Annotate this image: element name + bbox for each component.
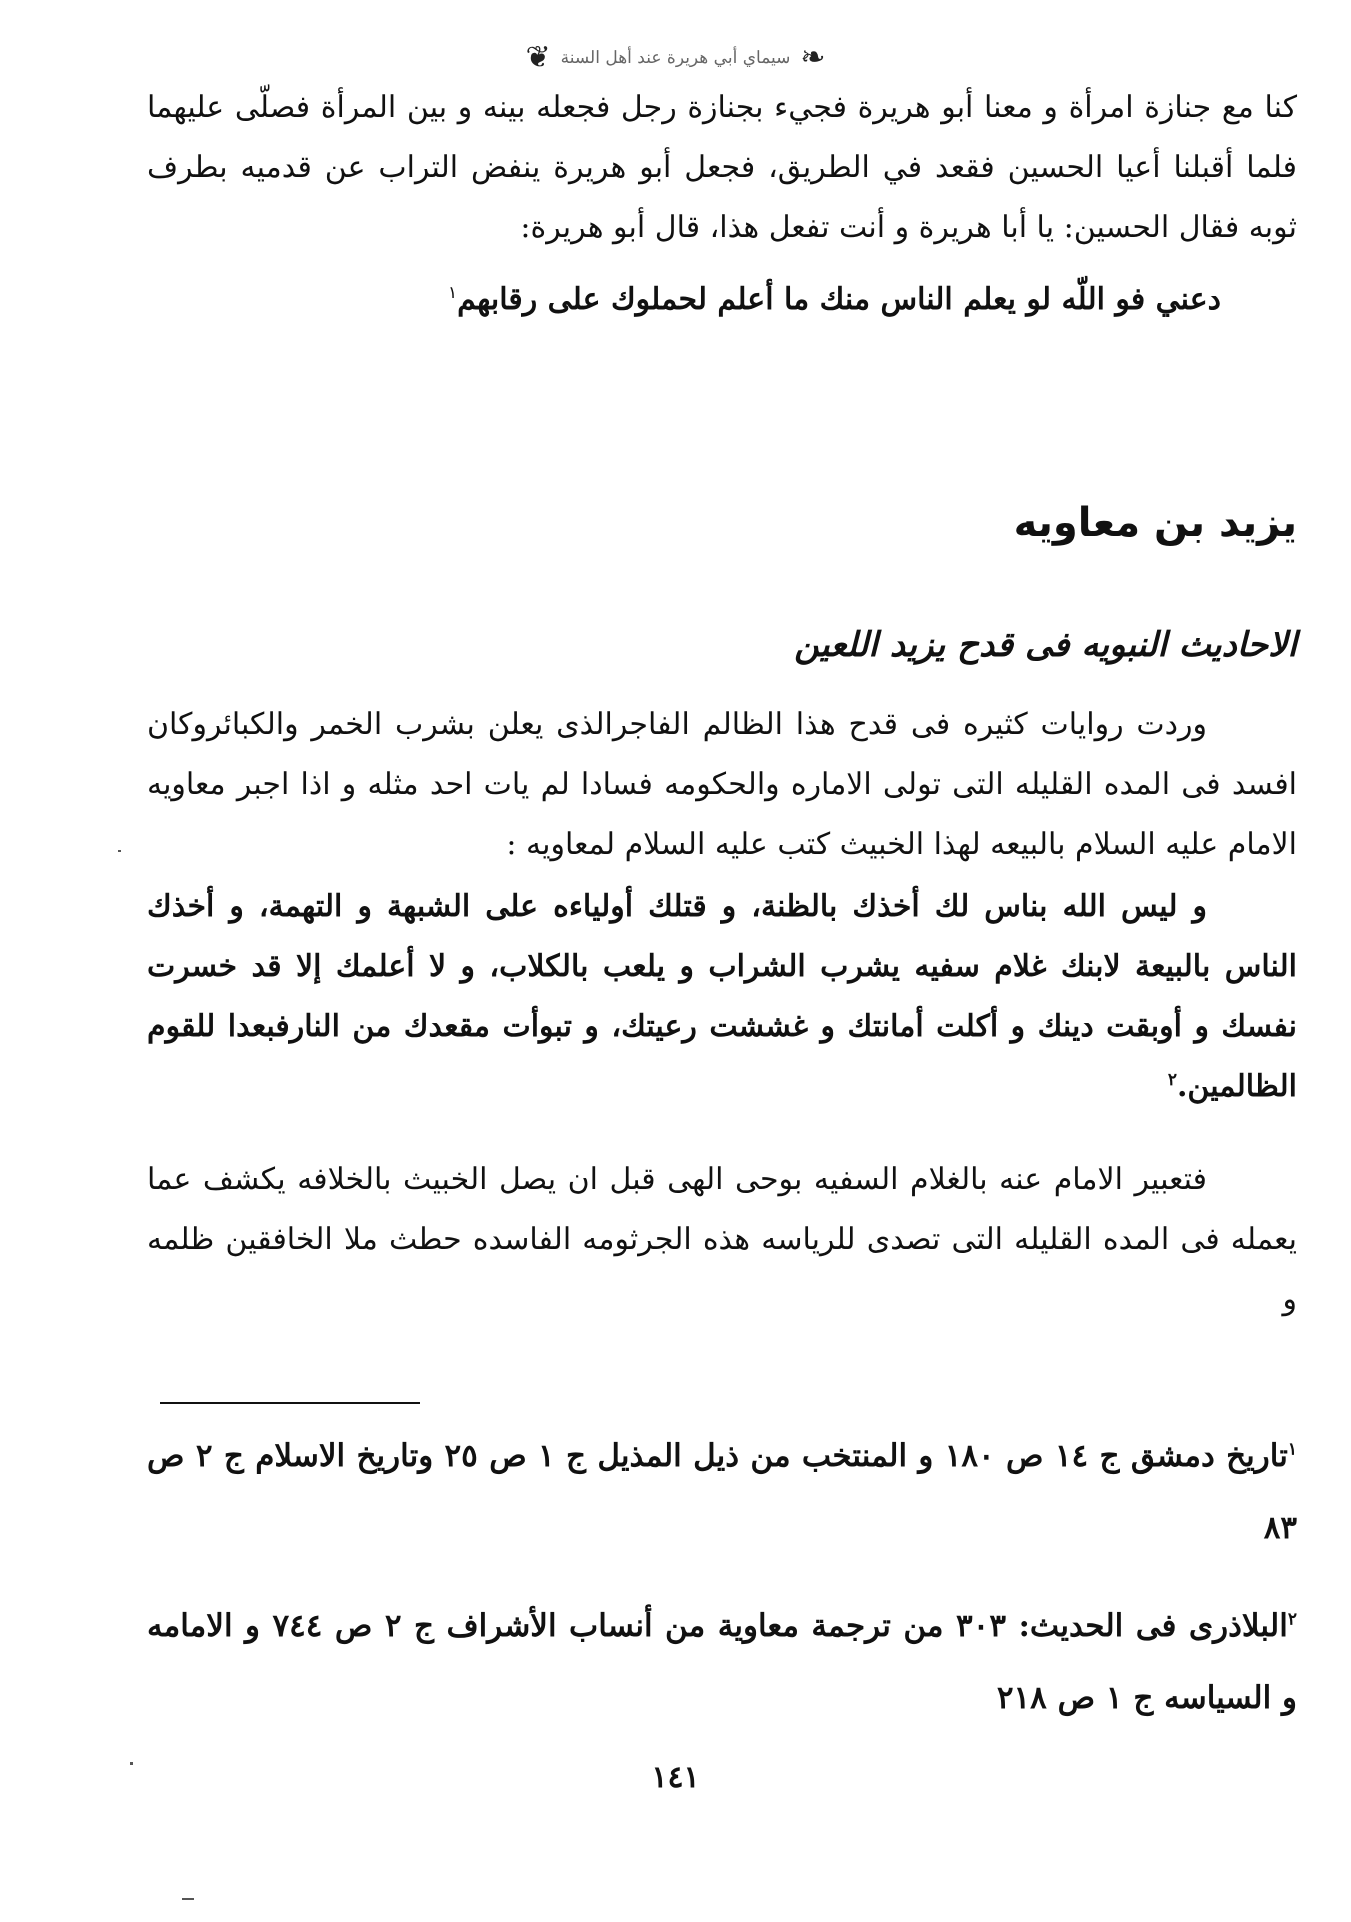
top-paragraph	[147, 78, 1297, 258]
ornament-right-icon: ❧	[800, 40, 826, 75]
section-title: يزيد بن معاويه	[1013, 500, 1297, 546]
running-title: سيماي أبي هريرة عند أهل السنة	[560, 48, 791, 68]
footnote-2-marker: ٢	[1287, 1609, 1297, 1630]
ornament-left-icon: ❦	[525, 40, 551, 75]
quote-text: دعني فو اللّه لو يعلم الناس منك ما أعلم لحملوك على رقابهم	[457, 282, 1221, 317]
scan-speck	[130, 1762, 133, 1765]
scan-speck	[182, 1898, 194, 1900]
body-paragraph-3-text: فتعبير الامام عنه بالغلام السفيه بوحى الهى قبل ان يصل الخبيث بالخلافه يكشف عما يعمله فى المده القليله التى تصدى للرياسه هذه الجرثومه الفاسده حطث ملا الخافقين ظلمه و	[147, 1162, 1297, 1317]
footnote-divider	[160, 1402, 420, 1404]
footnote-1	[147, 1420, 1297, 1564]
letter-quote-ref: ٢	[1167, 1070, 1177, 1090]
section-subtitle: الاحاديث النبويه فى قدح يزيد اللعين	[794, 625, 1297, 665]
running-header	[0, 38, 1351, 78]
footnote-1-text: تاريخ دمشق ج ١٤ ص ١٨٠ و المنتخب من ذيل المذيل ج ١ ص ٢٥ وتاريخ الاسلام ج ٢ ص ٨٣	[147, 1438, 1297, 1546]
quote-ref: ١	[447, 283, 458, 303]
letter-quote-text: و ليس الله بناس لك أخذك بالظنة، و قتلك أولياءه على الشبهة و التهمة، و أخذك الناس بالبيعة لابنك غلام سفيه يشرب الشراب و يلعب بالكلاب، و لا أعلمك إلا قد خسرت نفسك و أوبقت دينك و أكلت أمانتك و غششت رعيتك، و تبوأت مقعدك من النارفبعدا للقوم الظالمين.	[147, 889, 1297, 1104]
quote-line	[221, 270, 1221, 330]
footnote-2	[147, 1590, 1297, 1734]
page-number: ١٤١	[651, 1760, 700, 1795]
top-paragraph-text: كنا مع جنازة امرأة و معنا أبو هريرة فجيء بجنازة رجل فجعله بينه و بين المرأة فصلّى عليهما فلما أقبلنا أعيا الحسين فقعد في الطريق، فجعل أبو هريرة ينفض التراب عن قدميه بطرف ثوبه فقال الحسين: يا أبا هريرة و أنت تفعل هذا، قال أبو هريرة:	[147, 90, 1297, 245]
body-paragraph-3	[147, 1150, 1297, 1330]
footnote-1-marker: ١	[1287, 1439, 1297, 1460]
body-paragraph-1-text: وردت روايات كثيره فى قدح هذا الظالم الفاجرالذى يعلن بشرب الخمر والكبائروكان افسد فى المده القليله التى تولى الاماره والحكومه فسادا لم يات احد مثله و اذا اجبر معاويه الامام عليه السلام بالبيعه لهذا الخبيث كتب عليه السلام لمعاويه :	[147, 707, 1297, 862]
scan-speck	[118, 850, 121, 852]
body-paragraph-1	[147, 695, 1297, 875]
letter-quote-paragraph	[147, 877, 1297, 1117]
footnote-2-text: البلاذرى فى الحديث: ٣٠٣ من ترجمة معاوية من أنساب الأشراف ج ٢ ص ٧٤٤ و الامامه و السياسه ج ١ ص ٢١٨	[147, 1608, 1297, 1716]
